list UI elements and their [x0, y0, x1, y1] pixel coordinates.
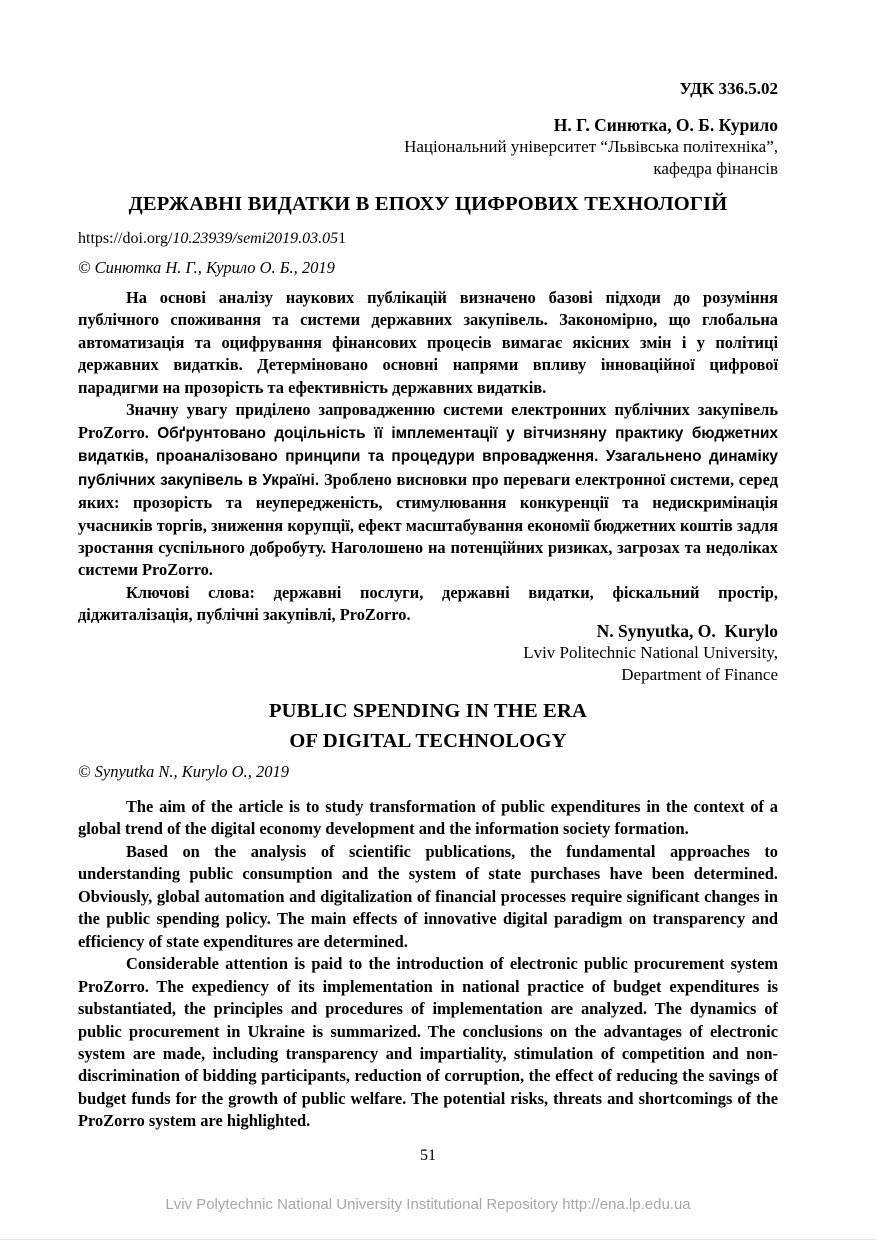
affiliation-university: Національний університет “Львівська політехніка”, [404, 137, 778, 156]
header-block [78, 78, 778, 180]
doi-line [78, 230, 778, 248]
abstract-ukrainian [78, 287, 778, 627]
copyright-ukrainian: © Синютка Н. Г., Курило О. Б., 2019 [78, 258, 335, 277]
article-title-english [78, 696, 778, 756]
abstract-en-paragraph-2: Based on the analysis of scientific publications, the fundamental approaches to understanding public consumption and the system of state purchases have been determined. Obviously, global automation and digitalization of financial processes require significant changes in the public spending policy. The main effects of innovative digital paradigm on transparency and efficiency of state expenditures are determined. [78, 841, 778, 951]
affiliation-english-university: Lviv Politechnic National University, [523, 643, 778, 662]
abstract-uk-paragraph-2 [78, 399, 778, 582]
title-english-line1: PUBLIC SPENDING IN THE ERA [268, 700, 588, 722]
abstract-uk-p2-serif-end: Зроблено висновки про переваги електронної системи, серед яких: прозорість та неупередженість, стимулювання конкуренції та недискримінація учасників торгів, зниження корупції, ефект масштабування економії бюджетних коштів задля зростання суспільного добробуту. Наголошено на потенційних ризиках, загрозах та недоліках системи ProZorro. [78, 469, 778, 580]
title-english-line2: OF DIGITAL TECHNOLOGY [289, 730, 567, 752]
abstract-uk-paragraph-1: На основі аналізу наукових публікацій визначено базові підходи до розуміння публічного споживання та системи державних закупівель. Закономірно, що глобальна автоматизація та оцифрування фінансових процесів вимагає якісних змін і у політиці державних видатків. Детерміновано основні напрями впливу інноваційної цифрової парадигми на прозорість та ефективність державних видатків. [78, 288, 778, 397]
abstract-uk-p2-serif-start: Значну увагу приділено запровадженню системи електронних публічних закупівель ProZorro. [78, 400, 778, 442]
abstract-en-paragraph-3: Considerable attention is paid to the introduction of electronic public procurement system ProZorro. The expediency of its implementation in national practice of budget expenditures is substantiated, the principles and procedures of implementation are analyzed. The dynamics of public procurement in Ukraine is summarized. The conclusions on the advantages of electronic system are made, including transparency and impartiality, stimulation of competition and non-discrimination of bidding participants, reduction of corruption, the effect of reducing the savings of budget funds for the growth of public welfare. The potential risks, threats and shortcomings of the ProZorro system are highlighted. [78, 954, 778, 1131]
article-title-ukrainian: ДЕРЖАВНІ ВИДАТКИ В ЕПОХУ ЦИФРОВИХ ТЕХНОЛОГІЙ [128, 193, 728, 215]
affiliation-english-department: Department of Finance [621, 665, 778, 684]
copyright-english: © Synyutka N., Kurylo O., 2019 [78, 762, 289, 781]
doi-suffix: 1 [338, 230, 347, 247]
page-number: 51 [420, 1147, 436, 1164]
authors-ukrainian: Н. Г. Синютка, О. Б. Курило [553, 115, 778, 135]
repository-footer: Lviv Polytechnic National University Institutional Repository http://ena.lp.edu.ua [165, 1196, 691, 1213]
abstract-english [78, 796, 778, 1133]
abstract-uk-p2-sans-middle: Обґрунтовано доцільність її імплементації у вітчизняну практику бюджетних видатків, проаналізовано принципи та процедури впровадження. Узагальнено динаміку публічних закупівель в Україні. [78, 424, 779, 489]
udk-code: УДК 336.5.02 [679, 79, 778, 98]
affiliation-department: кафедра фінансів [653, 159, 778, 178]
keywords-ukrainian: Ключові слова: державні послуги, державні видатки, фіскальний простір, діджиталізація, публічні закупівлі, ProZorro. [78, 582, 778, 625]
byline-english [78, 620, 778, 686]
doi-italic-part: 10.23939/semi2019.03.05 [172, 230, 339, 247]
doi-prefix: https://doi.org/ [78, 230, 173, 247]
authors-english: N. Synyutka, O. Kurylo [596, 621, 778, 641]
abstract-en-paragraph-1: The aim of the article is to study transformation of public expenditures in the context of a global trend of the digital economy development and the information society formation. [78, 797, 778, 839]
